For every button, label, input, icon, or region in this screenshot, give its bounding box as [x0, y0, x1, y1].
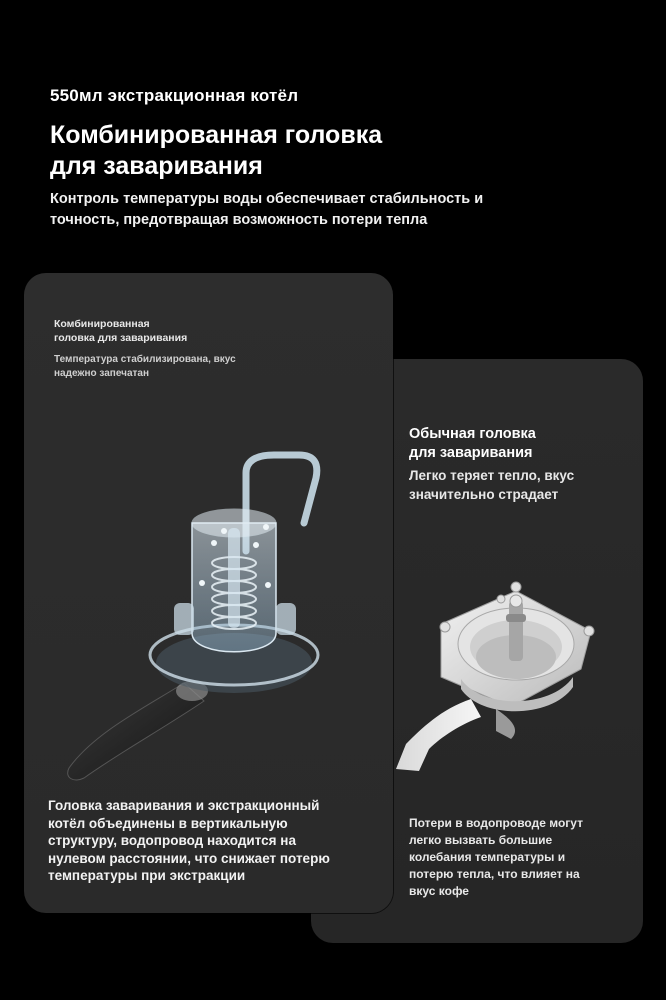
- conventional-card-title: [409, 425, 536, 463]
- combined-title-line-1: Комбинированная: [54, 318, 150, 330]
- combined-sub-line-1: Температура стабилизирована, вкус: [54, 354, 236, 365]
- combined-desc-line-4: нулевом расстоянии, что снижает потерю: [48, 850, 330, 866]
- subtitle-line-2: точность, предотвращая возможность потери тепла: [50, 212, 428, 228]
- conventional-desc-line-3: колебания температуры и: [409, 850, 566, 864]
- combined-desc-line-5: температуры при экстракции: [48, 868, 246, 883]
- conventional-desc-line-5: вкус кофе: [409, 884, 469, 898]
- combined-desc-line-3: структуру, водопровод находится на: [48, 833, 296, 848]
- conventional-title-line-2: для заваривания: [409, 445, 533, 461]
- page-subtitle: [50, 189, 610, 231]
- combined-card-title: [54, 317, 187, 345]
- conventional-card-subtitle: [409, 466, 574, 504]
- conventional-sub-line-1: Легко теряет тепло, вкус: [409, 468, 575, 483]
- conventional-desc-line-2: легко вызвать большие: [409, 833, 553, 847]
- conventional-card-description: [409, 815, 629, 900]
- conventional-title-line-1: Обычная головка: [409, 426, 536, 442]
- combined-desc-line-2: котёл объединены в вертикальную: [48, 815, 288, 831]
- combined-sub-line-2: надежно запечатан: [54, 368, 150, 379]
- combined-card-subtitle: [54, 353, 236, 381]
- page-title: [50, 120, 610, 182]
- section-eyebrow: 550мл экстракционная котёл: [50, 86, 299, 105]
- subtitle-line-1: Контроль температуры воды обеспечивает стабильность и: [50, 191, 484, 207]
- combined-desc-line-1: Головка заваривания и экстракционный: [48, 798, 320, 813]
- combined-brew-head-card: [24, 273, 393, 913]
- conventional-desc-line-4: потерю тепла, что влияет на: [409, 867, 580, 881]
- combined-card-description: [48, 797, 378, 885]
- title-line-2: для заваривания: [50, 152, 263, 180]
- combined-brew-head-illustration: [24, 433, 393, 793]
- conventional-sub-line-2: значительно страдает: [409, 487, 559, 502]
- conventional-desc-line-1: Потери в водопроводе могут: [409, 816, 583, 830]
- title-line-1: Комбинированная головка: [50, 121, 383, 149]
- combined-title-line-2: головка для заваривания: [54, 332, 188, 344]
